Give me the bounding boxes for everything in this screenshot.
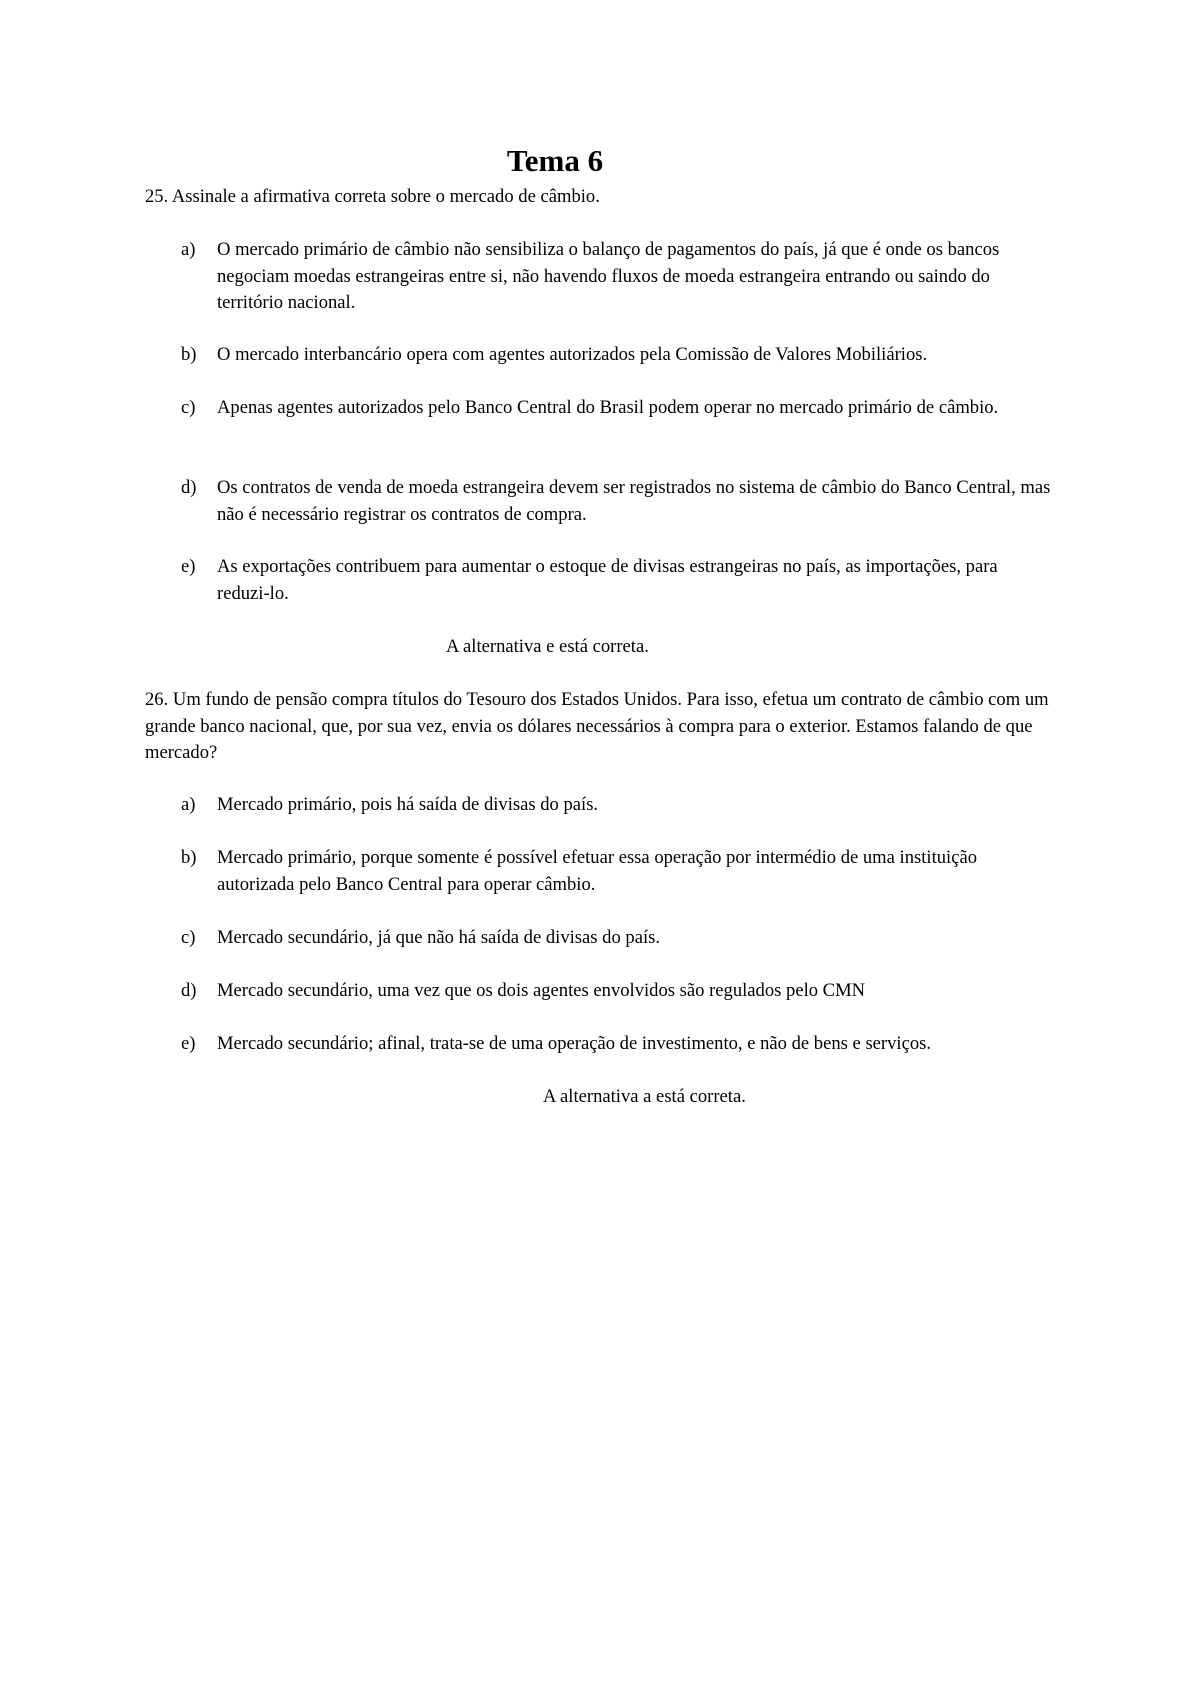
option-label: d) bbox=[181, 980, 197, 1001]
question-25-option-c bbox=[181, 395, 1051, 422]
option-text: Mercado secundário; afinal, trata-se de uma operação de investimento, e não de bens e serviços. bbox=[217, 1033, 932, 1054]
question-25-stem: 25. Assinale a afirmativa correta sobre o mercado de câmbio. bbox=[145, 186, 600, 207]
question-26-answer: A alternativa a está correta. bbox=[543, 1086, 746, 1107]
question-26-stem: 26. Um fundo de pensão compra títulos do Tesouro dos Estados Unidos. Para isso, efetua um contrato de câmbio com um grande banco nacional, que, por sua vez, envia os dólares necessários à compra para o exterior. Estamos falando de que mercado? bbox=[145, 689, 1049, 763]
option-label: a) bbox=[181, 239, 196, 260]
option-label: d) bbox=[181, 477, 197, 498]
option-text: Mercado primário, pois há saída de divisas do país. bbox=[217, 794, 599, 815]
option-label: b) bbox=[181, 344, 197, 365]
option-text: Mercado secundário, uma vez que os dois agentes envolvidos são regulados pelo CMN bbox=[217, 980, 866, 1001]
question-25-answer: A alternativa e está correta. bbox=[446, 636, 649, 657]
option-label: c) bbox=[181, 397, 196, 418]
question-25-option-a bbox=[181, 237, 1051, 317]
option-text: Mercado secundário, já que não há saída de divisas do país. bbox=[217, 927, 661, 948]
option-text: Apenas agentes autorizados pelo Banco Central do Brasil podem operar no mercado primário de câmbio. bbox=[217, 397, 999, 418]
option-text: Os contratos de venda de moeda estrangeira devem ser registrados no sistema de câmbio do Banco Central, mas não é necessário registrar os contratos de compra. bbox=[217, 477, 1051, 525]
question-25-option-e bbox=[181, 554, 1051, 607]
option-text: Mercado primário, porque somente é possível efetuar essa operação por intermédio de uma instituição autorizada pelo Banco Central para operar câmbio. bbox=[217, 847, 978, 895]
question-26-option-c bbox=[181, 925, 1051, 952]
option-label: e) bbox=[181, 1033, 196, 1054]
option-text: As exportações contribuem para aumentar o estoque de divisas estrangeiras no país, as importações, para reduzi-lo. bbox=[217, 556, 998, 604]
option-text: O mercado interbancário opera com agentes autorizados pela Comissão de Valores Mobiliários. bbox=[217, 344, 928, 365]
question-26-option-d bbox=[181, 978, 1051, 1005]
option-label: b) bbox=[181, 847, 197, 868]
option-text: O mercado primário de câmbio não sensibiliza o balanço de pagamentos do país, já que é onde os bancos negociam moedas estrangeiras entre si, não havendo fluxos de moeda estrangeira entrando ou saindo do território nacional. bbox=[217, 239, 1000, 313]
option-label: e) bbox=[181, 556, 196, 577]
question-26-option-a bbox=[181, 792, 1051, 819]
option-label: a) bbox=[181, 794, 196, 815]
question-25-option-b bbox=[181, 342, 1051, 369]
question-25-option-d bbox=[181, 475, 1051, 528]
option-label: c) bbox=[181, 927, 196, 948]
page-title: Tema 6 bbox=[506, 143, 604, 178]
question-26-option-b bbox=[181, 845, 1051, 898]
question-26-option-e bbox=[181, 1031, 1051, 1058]
